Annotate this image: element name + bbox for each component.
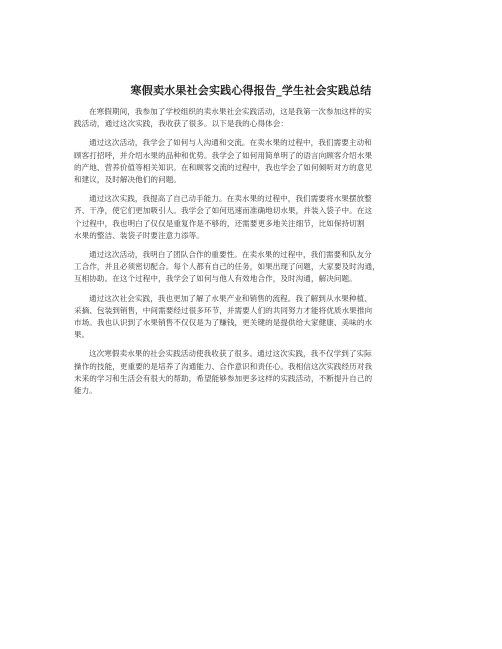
- document-body: [74, 106, 430, 404]
- paragraph-line: 市场。我也认识到了水果销售不仅仅是为了赚钱，更关键的是提供给大家健康、美味的水: [74, 318, 373, 328]
- paragraph-line: 能力。: [74, 386, 97, 396]
- paragraph-hands-on: [74, 193, 430, 242]
- paragraph-conclusion: [74, 348, 430, 397]
- paragraph-line: 齐、干净，使它们更加吸引人。我学会了如何迅速而准确地切水果，并装入袋子中。在这: [74, 206, 373, 216]
- paragraph-line: 通过这次活动，我学会了如何与人沟通和交流。在卖水果的过程中，我们需要主动和: [89, 138, 372, 148]
- paragraph-teamwork: [74, 249, 430, 286]
- paragraph-line: 这次寒假卖水果的社会实践活动使我收获了很多。通过这次实践，我不仅学到了实际: [89, 349, 372, 359]
- paragraph-line: 个过程中，我也明白了仅仅是重复作是不够的，还需要更多地关注细节，比如保持切割: [74, 218, 365, 228]
- paragraph-line: 的产地、营养价值等相关知识。在和顾客交流的过程中，我也学会了如何倾听对方的意见: [74, 162, 373, 172]
- paragraph-line: 采摘、包装到销售，中间需要经过很多环节，并需要人们的共同努力才能将优质水果推向: [74, 305, 373, 315]
- paragraph-line: 工合作，并且必须密切配合。每个人都有自己的任务，如果出现了问题，大家要及时沟通，: [74, 262, 380, 272]
- paragraph-line: 通过这次活动，我明白了团队合作的重要性。在卖水果的过程中，我们需要和队友分: [89, 250, 372, 260]
- paragraph-line: 顾客打招呼，并介绍水果的品种和优势。我学会了如何用简单明了的语言向顾客介绍水果: [74, 150, 373, 160]
- paragraph-communication: [74, 137, 430, 186]
- paragraph-intro: [74, 106, 430, 130]
- page-title: 寒假卖水果社会实践心得报告_学生社会实践总结: [130, 84, 372, 97]
- paragraph-line: 在寒假期间，我参加了学校组织的卖水果社会实践活动，这是我第一次参加这样的实: [89, 107, 372, 116]
- paragraph-line: 和建议，及时解决他们的问题。: [74, 175, 182, 185]
- paragraph-line: 操作的技能，更重要的是培养了沟通能力、合作意识和责任心。我相信这次实践经历对我: [74, 361, 373, 371]
- paragraph-line: 果。: [74, 330, 90, 340]
- paragraph-line: 互相协助。在这个过程中，我学会了如何与他人有效地合作，及时沟通，解决问题。: [74, 274, 357, 284]
- paragraph-industry: [74, 293, 430, 342]
- paragraph-line: 未来的学习和生活会有很大的帮助，希望能够参加更多这样的实践活动，不断提升自己的: [74, 373, 373, 383]
- paragraph-line: 通过这次实践，我提高了自己动手能力。在卖水果的过程中，我们需要将水果摆放整: [89, 194, 372, 204]
- paragraph-line: 通过这次社会实践，我也更加了解了水果产业和销售的流程。我了解到从水果种植、: [89, 293, 372, 303]
- paragraph-line: 水果的整洁、装袋子时要注意力添等。: [74, 230, 204, 240]
- paragraph-line: 践活动，通过这次实践，我收获了很多。以下是我的心得体会：: [74, 119, 289, 129]
